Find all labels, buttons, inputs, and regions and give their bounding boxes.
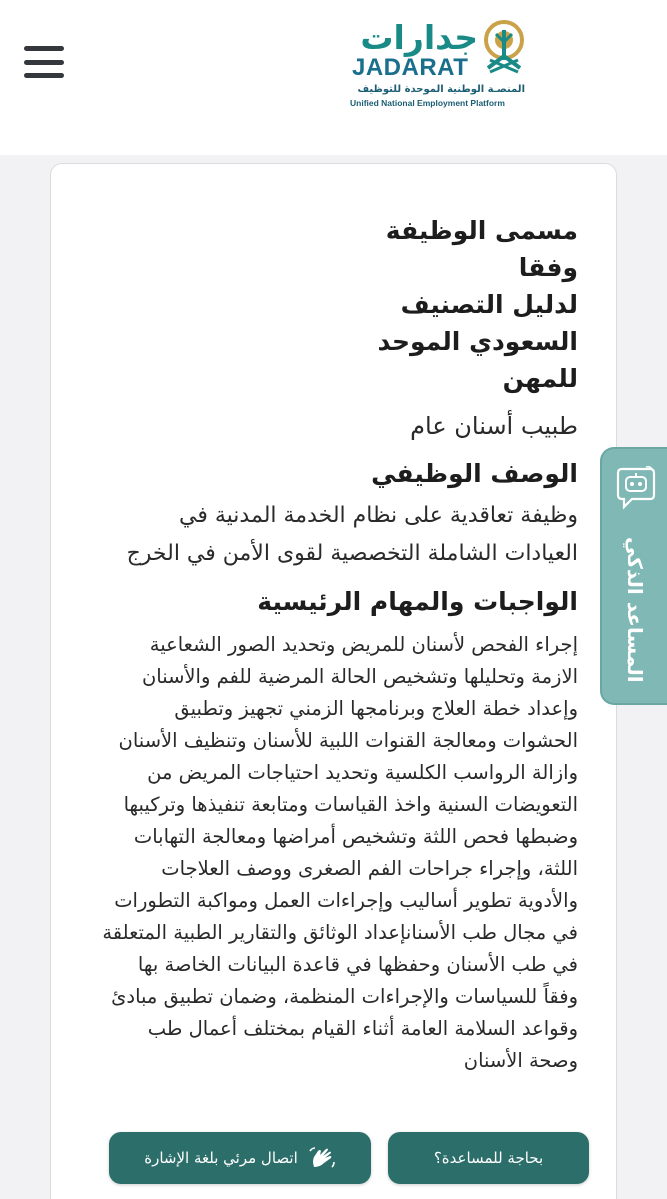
duties-value: إجراء الفحص لأسنان للمريض وتحديد الصور الشعاعية الازمة وتحليلها وتشخيص الحالة المرضية للفم والأسنان وإعداد خطة العلاج وبرنامجها الزمني تجهيز وتطبيق الحشوات ومعالجة القنوات اللبية للأسنان وتنظيف الأسنان وازالة الرواسب الكلسية وتحديد احتياجات المريض من التعويضات السنية واخذ القياسات ومتابعة تنفيذها وتركيبها وضبطها فحص اللثة وتشخيص أمراضها ومعالجة التهابات اللثة، وإجراء جراحات الفم الصغرى ووصف العلاجات والأدوية تطوير أساليب وإجراءات العمل ومواكبة التطورات في مجال طب الأسنانإعداد الوثائق والتقارير الطبية المتعلقة في طب الأسنان وحفظها في قاعدة البيانات الخاصة بها وفقاً للسياسات والإجراءات المنظمة، وضمان تطبيق مبادئ وقواعد السلامة العامة أثناء القيام بمختلف أعمال طب وصحة الأسنان: [102, 633, 578, 1072]
jadarat-logo[interactable]: [350, 18, 540, 108]
app-header: [0, 0, 667, 155]
logo-arabic-text: جدارات: [360, 18, 478, 57]
robot-chat-icon: [616, 465, 656, 511]
palm-emblem-icon: [478, 20, 530, 78]
sign-language-label: اتصال مرئي بلغة الإشارة: [144, 1149, 298, 1167]
sign-language-call-button[interactable]: [109, 1132, 371, 1184]
duties-heading: الواجبات والمهام الرئيسية: [257, 587, 578, 616]
hand-sign-icon: [308, 1145, 336, 1171]
menu-bar: [24, 46, 64, 51]
job-details-content: [100, 212, 578, 1077]
description-value: وظيفة تعاقدية على نظام الخدمة المدنية في العيادات الشاملة التخصصية لقوى الأمن في الخرج: [126, 503, 578, 566]
job-title-heading: [318, 212, 578, 397]
logo-subtitle-arabic: المنصـة الوطنية الموحدة للتوظيف: [357, 84, 525, 95]
need-help-label: بحاجة للمساعدة؟: [433, 1149, 544, 1167]
smart-assistant-label: المساعد الذكي: [623, 537, 647, 683]
job-title-heading-line: لدليل التصنيف: [400, 290, 578, 319]
job-title-heading-line: السعودي الموحد: [377, 327, 578, 356]
job-title-value: طبيب أسنان عام: [410, 412, 578, 440]
job-title-heading-line: مسمى الوظيفة وفقا: [385, 216, 578, 282]
menu-bar: [24, 60, 64, 65]
job-title-heading-line: للمهن: [502, 364, 578, 393]
logo-subtitle-english: Unified National Employment Platform: [350, 98, 505, 108]
menu-bar: [24, 73, 64, 78]
description-heading: الوصف الوظيفي: [371, 459, 578, 488]
hamburger-menu-button[interactable]: [24, 46, 64, 78]
logo-english-text: JADARAT: [352, 54, 469, 81]
need-help-button[interactable]: [388, 1132, 589, 1184]
smart-assistant-tab[interactable]: [600, 447, 667, 705]
